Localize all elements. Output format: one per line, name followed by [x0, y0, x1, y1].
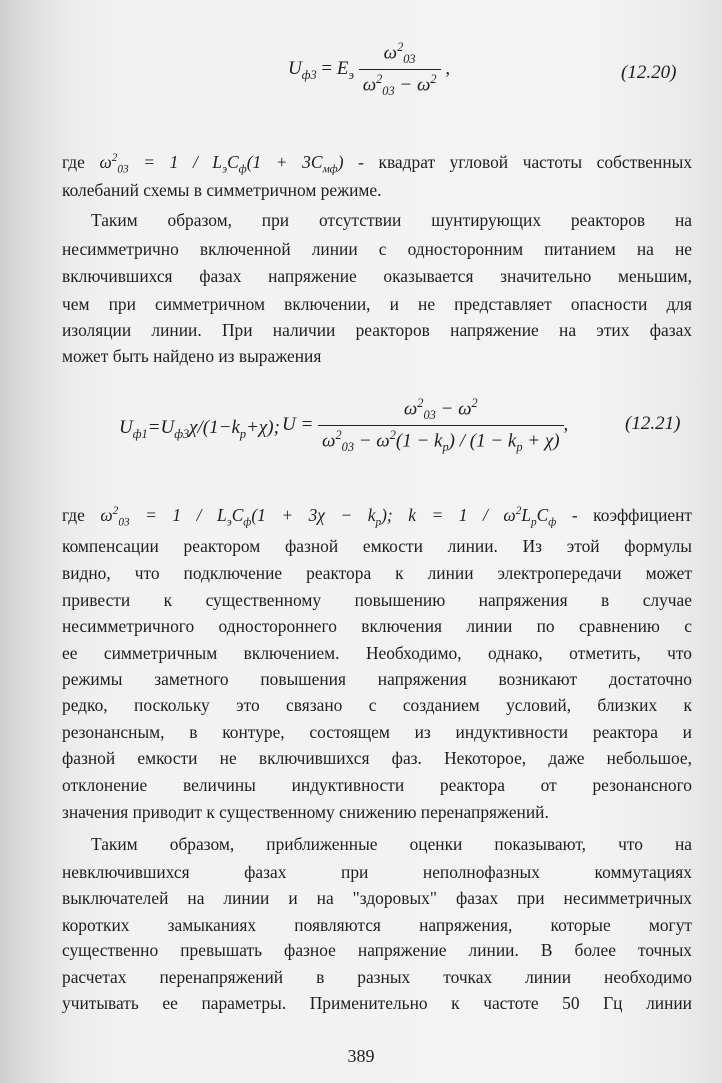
paragraph-3-line-8: редко, поскольку это связано с созданием условий, близких к — [62, 695, 692, 715]
paragraph-3-line-5: несимметричного одностороннего включения линии по сравнению с — [62, 616, 692, 636]
paragraph-3-line-11: отклонение величины индуктивности реактора от резонансного — [62, 775, 692, 795]
equation-12-20: $U_{ф3} = E_э$ $\frac{\omega^2_{03}}{\omega^2_{03} - \omega^2}$ , — [288, 40, 451, 99]
equation-12-21-right: U = $\frac{\omega^2_{03} - \omega^2}{\omega^2_{03} - \omega^2(1 - k_р) / (1 - k_р + \chi)}$ , — [282, 396, 569, 455]
paragraph-1-line-1: где $\omega^2_{03} = 1 / L_эC_ф(1 + 3C_{мф})$ - квадрат угловой частоты собственных — [62, 151, 693, 176]
paragraph-2-line-2: несимметрично включенной линии с односторонним питанием на не — [62, 239, 692, 259]
equation-12-20-fraction: $\frac{\omega^2_{03}}{\omega^2_{03} - \omega^2}$ — [359, 40, 441, 99]
paragraph-4-line-1: Таким образом, приближенные оценки показывают, что на — [91, 834, 692, 854]
page-number: 389 — [347, 1046, 375, 1066]
paragraph-2-line-6: может быть найдено из выражения — [62, 346, 322, 366]
paragraph-2-line-4: чем при симметричном включении, и не представляет опасности для — [62, 294, 692, 314]
paragraph-2-line-3: включившихся фазах напряжение оказывается значительно меньшим, — [62, 266, 692, 286]
paragraph-3-line-1: где $\omega^2_{03} = 1 / L_эC_ф(1 + 3\chi - k_р)$; $k = 1 / \omega^2L_рC_ф$ - коэффициент — [62, 504, 692, 529]
paragraph-3-line-7: режимы заметного повышения напряжения возникают достаточно — [62, 669, 692, 689]
equation-number-12-21: (12.21) — [625, 413, 681, 434]
paragraph-3-line-3: видно, что подключение реактора к линии электропередачи может — [62, 563, 692, 583]
paragraph-2-line-1: Таким образом, при отсутствии шунтирующих реакторов на — [91, 210, 692, 230]
paragraph-2-line-5: изоляции линии. При наличии реакторов напряжение на этих фазах — [62, 320, 692, 340]
equation-12-21-left: $U_{ф1}=U_{ф3}\chi/(1-k_р+\chi)$; — [119, 417, 280, 441]
equation-12-21-fraction: $\frac{\omega^2_{03} - \omega^2}{\omega^2_{03} - \omega^2(1 - k_р) / (1 - k_р + \chi)}$ — [318, 396, 564, 455]
paragraph-4-line-5: существенно превышать фазное напряжение линии. В более точных — [62, 940, 692, 960]
paragraph-4-line-2: невключившихся фазах при неполнофазных коммутациях — [62, 862, 692, 882]
paragraph-3-line-2: компенсации реактором фазной емкости линии. Из этой формулы — [62, 536, 692, 556]
paragraph-4-line-6: расчетах перенапряжений в разных точках линии необходимо — [62, 967, 692, 987]
paragraph-4-line-3: выключателей на линии и на "здоровых" фазах при несимметричных — [62, 888, 692, 908]
paragraph-3-line-12: значения приводит к существенному снижению перенапряжений. — [62, 802, 549, 822]
paragraph-3-line-9: резонансным, в контуре, состоящем из индуктивности реактора и — [62, 722, 692, 742]
equation-number-12-20: (12.20) — [621, 62, 677, 83]
paragraph-3-line-10: фазной емкости не включившихся фаз. Некоторое, даже небольшое, — [62, 748, 692, 768]
paragraph-1-line-2: колебаний схемы в симметричном режиме. — [62, 180, 382, 200]
paragraph-4-line-4: коротких замыканиях появляются напряжения, которые могут — [62, 915, 692, 935]
paragraph-4-line-7: учитывать ее параметры. Применительно к частоте 50 Гц линии — [62, 993, 692, 1013]
paragraph-3-line-6: ее симметричным включением. Необходимо, однако, отметить, что — [62, 643, 692, 663]
paragraph-3-line-4: привести к существенному повышению напряжения в случае — [62, 590, 692, 610]
